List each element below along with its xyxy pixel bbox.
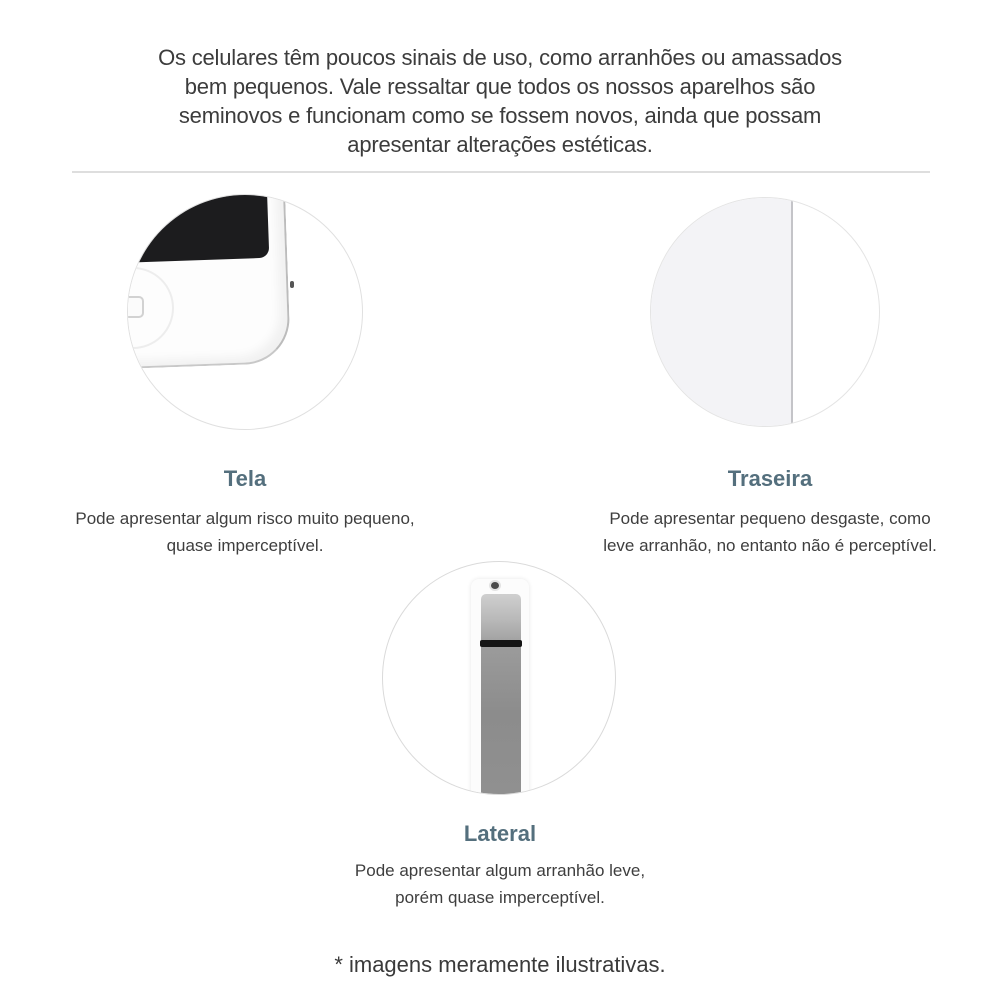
phone-screen-black-area [127,194,269,269]
phone-side-metal-top [481,594,521,640]
phone-back-edge-line [791,198,793,426]
phone-back-panel-photo [651,198,791,426]
home-button-icon [127,296,144,318]
lateral-description-line: porém quase imperceptível. [395,888,605,907]
tela-description-line: Pode apresentar algum risco muito pequeno, [75,509,415,528]
lateral-title: Lateral [463,821,537,846]
traseira-title: Traseira [727,466,813,491]
side-button-dot-icon [290,281,294,288]
traseira-description-line: Pode apresentar pequeno desgaste, como [609,509,931,528]
antenna-band-icon [480,640,522,647]
intro-line: seminovos e funcionam como se fossem novos, ainda que possam [178,103,822,128]
phone-side-metal-bottom [481,647,521,794]
traseira-description [550,505,990,559]
intro-line: apresentar alterações estéticas. [347,132,653,157]
tela-image-circle [127,194,363,430]
lateral-image-circle [382,561,616,795]
lateral-description [280,857,720,911]
intro-text [0,43,1000,159]
intro-line: Os celulares têm poucos sinais de uso, como arranhões ou amassados [158,45,842,70]
horizontal-divider [72,171,930,173]
lateral-description-line: Pode apresentar algum arranhão leve, [354,861,646,880]
tela-description-line: quase imperceptível. [166,536,324,555]
traseira-image-circle [650,197,880,427]
camera-dot-icon [491,582,499,589]
disclaimer-note: * imagens meramente ilustrativas. [334,952,666,977]
intro-line: bem pequenos. Vale ressaltar que todos os nossos aparelhos são [184,74,816,99]
tela-description [25,505,465,559]
tela-title: Tela [223,466,267,491]
traseira-description-line: leve arranhão, no entanto não é perceptível. [603,536,937,555]
